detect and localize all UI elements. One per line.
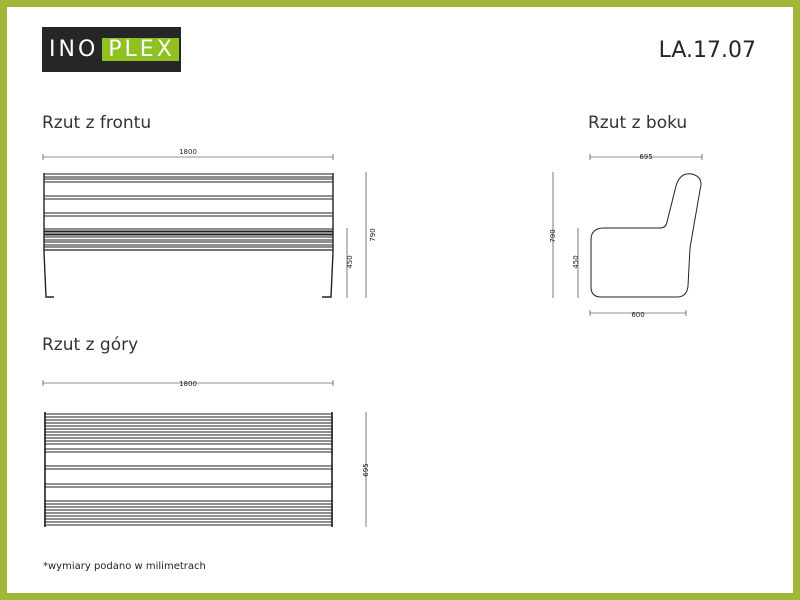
- top-view-title: Rzut z góry: [42, 335, 139, 355]
- side-total-height-label: 790: [549, 229, 557, 243]
- top-width-label: 1800: [179, 380, 197, 388]
- product-code: LA.17.07: [658, 38, 756, 63]
- top-depth-label: 695: [362, 463, 370, 477]
- logo-text-ino: INO: [49, 37, 99, 62]
- front-seat-height-label: 450: [346, 255, 354, 269]
- side-view-title: Rzut z boku: [588, 113, 688, 133]
- front-backrest-slats: [44, 174, 333, 216]
- front-seat-slats: [44, 229, 333, 250]
- front-height-dimensions: [347, 172, 366, 298]
- front-width-label: 1800: [179, 148, 197, 156]
- top-slats: [44, 414, 333, 525]
- side-depth-bottom-label: 600: [631, 311, 645, 319]
- front-total-height-label: 790: [369, 228, 377, 242]
- front-view-title: Rzut z frontu: [42, 113, 152, 133]
- side-seat-height-label: 450: [572, 255, 580, 269]
- top-view-drawing: [43, 380, 366, 527]
- side-profile: [591, 174, 701, 297]
- side-depth-top-label: 695: [639, 153, 653, 161]
- front-view-drawing: [43, 154, 366, 298]
- footnote: *wymiary podano w milimetrach: [43, 561, 206, 572]
- logo-text-plex: PLEX: [102, 38, 179, 61]
- side-view-drawing: [553, 154, 702, 316]
